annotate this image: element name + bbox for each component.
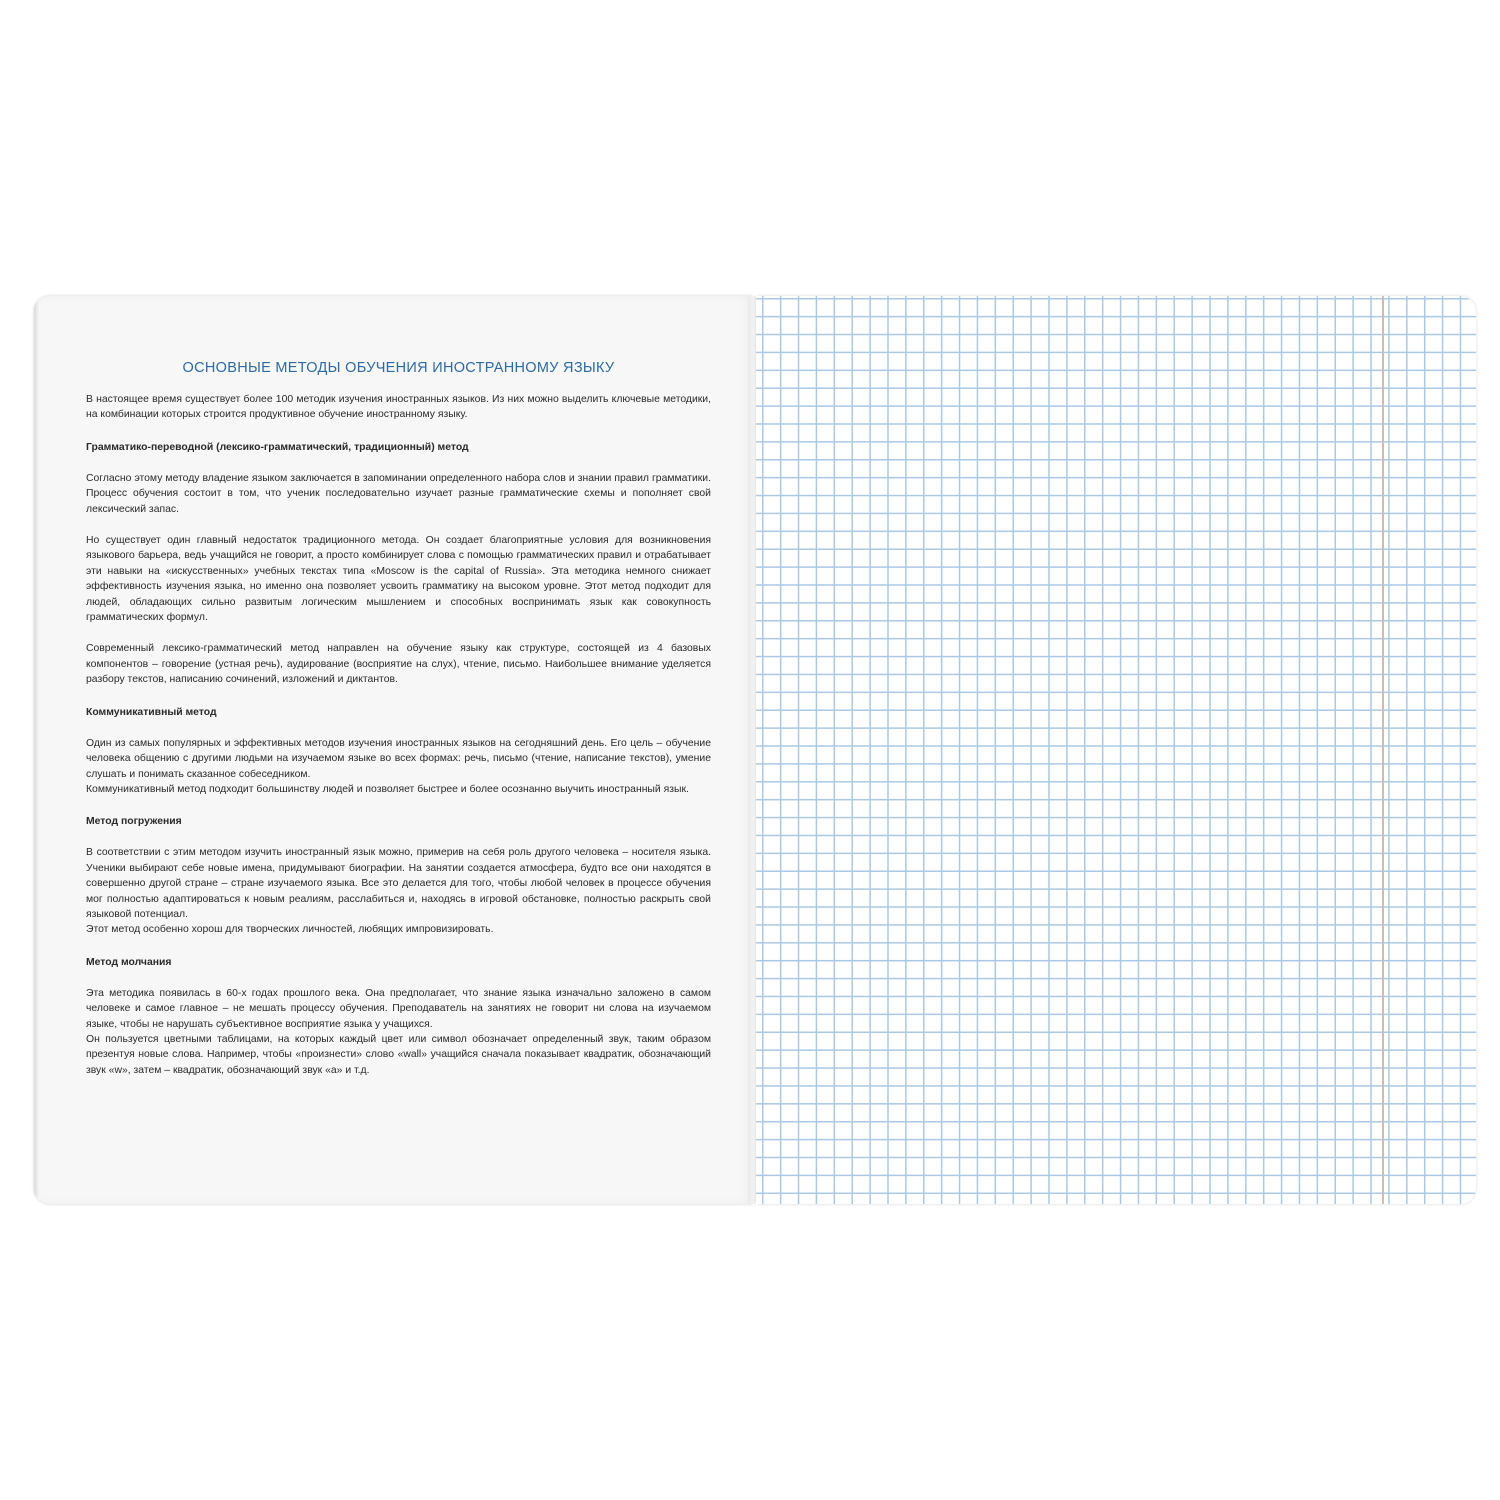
section-heading-communicative: Коммуникативный метод — [86, 706, 217, 718]
section-paragraph: Современный лексико-грамматический метод направлен на обучение языку как структуре, состоящей из 4 базовых компонентов – говорение (устная речь), аудирование (восприятие на слух), чтение, письмо. Наибольшее внимание уделяется разбору текстов, написанию сочинений, изложений и диктантов. — [86, 643, 711, 686]
section-paragraph: Эта методика появилась в 60-х годах прошлого века. Она предполагает, что знание языка изначально заложено в самом человеке и самое главное – не мешать процессу обучения. Преподаватель на занятиях не говорит ни слова на изучаемом языке, чтобы не нарушать субъективное восприятие языка у учащихся. Он пользуется цветными таблицами, на которых каждый цвет или символ обозначает определенный звук, таким образом презентуя новые слова. Например, чтобы «произнести» слово «wall» учащийся сначала показывает квадратик, обозначающий звук «w», затем – квадратик, обозначающий звук «а» и т.д. — [86, 987, 711, 1076]
section-paragraph: Но существует один главный недостаток традиционного метода. Он создает благоприятные условия для возникновения языкового барьера, ведь учащийся не говорит, а просто комбинирует слова с помощью грамматических правил и отрабатывает эти навыки на «искусственных» учебных текстах типа «Moscow is the capital of Russia». Эта методика немного снижает эффективность изучения языка, но именно она позволяет усвоить грамматику на высоком уровне. Этот метод подходит для людей, обладающих сильно развитым логическим мышлением и способных воспринимать язык как совокупность грамматических формул. — [86, 535, 711, 624]
article-title: ОСНОВНЫЕ МЕТОДЫ ОБУЧЕНИЯ ИНОСТРАННОМУ ЯЗЫКУ — [182, 360, 615, 376]
section-paragraph: В соответствии с этим методом изучить иностранный язык можно, примерив на себя роль другого человека – носителя языка. Ученики выбирают себе новые имена, придумывают биографии. На занятии создается атмосфера, будто все они находятся в совершенно другой стране – стране изучаемого языка. Все это делается для того, чтобы любой человек в процессе обучения мог полностью адаптироваться к новым реалиям, расслабиться и, находясь в игровой обстановке, полностью раскрыть свой языковой потенциал. Этот метод особенно хорош для творческих личностей, любящих импровизировать. — [86, 847, 711, 936]
printed-info-page — [34, 296, 753, 1204]
intro-paragraph: В настоящее время существует более 100 методик изучения иностранных языков. Из них можно выделить ключевые методики, на комбинации которых строится продуктивное обучение иностранному языку. — [86, 394, 711, 421]
section-heading-grammar-translation: Грамматико-переводной (лексико-грамматический, традиционный) метод — [86, 441, 469, 453]
section-paragraph: Один из самых популярных и эффективных методов изучения иностранных языков на сегодняшний день. Его цель – обучение человека общению с другими людьми на изучаемом языке во всех формах: речь, письмо (чтение, написание текстов), умение слушать и понимать сказанное собеседником. Коммуникативный метод подходит большинству людей и позволяет быстрее и более осознанно выучить иностранный язык. — [86, 737, 711, 795]
article — [86, 360, 711, 1078]
section-heading-immersion: Метод погружения — [86, 816, 182, 828]
margin-line — [1382, 296, 1384, 1204]
section-heading-silent-way: Метод молчания — [86, 956, 172, 968]
open-notebook — [34, 296, 1476, 1204]
graph-paper-page — [756, 296, 1476, 1204]
section-paragraph: Согласно этому методу владение языком заключается в запоминании определенного набора слов и знании правил грамматики. Процесс обучения состоит в том, что ученик последовательно изучает разные грамматические схемы и пополняет свой лексический запас. — [86, 472, 711, 515]
